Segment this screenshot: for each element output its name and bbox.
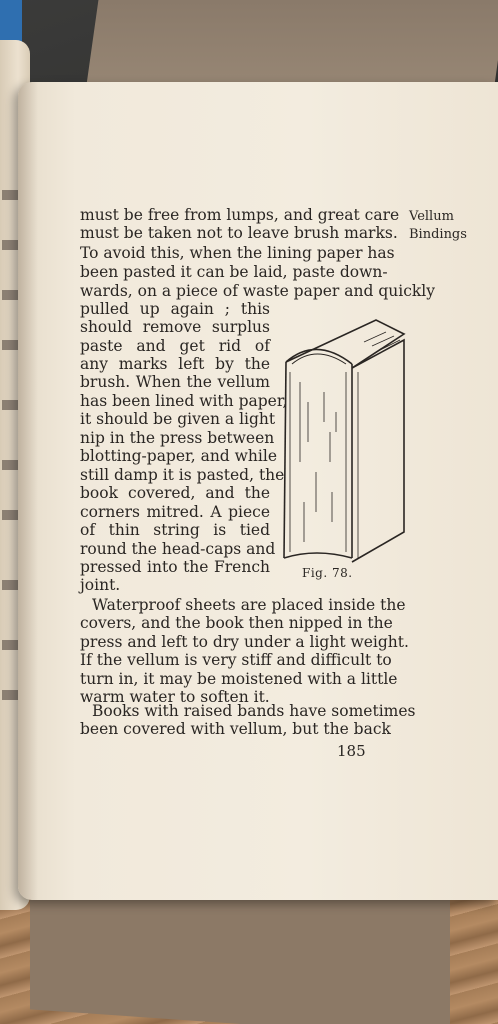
body-line: If the vellum is very stiff and difficult to bbox=[80, 651, 392, 669]
body-line: round the head-caps and bbox=[80, 540, 276, 558]
body-line: joint. bbox=[80, 576, 121, 594]
figure-caption: Fig. 78. bbox=[302, 566, 353, 580]
side-heading-line: Vellum bbox=[409, 209, 454, 224]
body-line: turn in, it may be moistened with a little bbox=[80, 670, 398, 688]
body-line: covers, and the book then nipped in the bbox=[80, 614, 393, 632]
body-line: book covered, and the bbox=[80, 484, 270, 502]
body-line: pressed into the French bbox=[80, 558, 270, 576]
page-number: 185 bbox=[337, 742, 366, 760]
side-heading bbox=[409, 208, 467, 244]
body-line: To avoid this, when the lining paper has bbox=[80, 244, 395, 262]
body-line: it should be given a light bbox=[80, 410, 276, 428]
book-spine-illustration bbox=[276, 312, 406, 574]
body-line: should remove surplus bbox=[80, 318, 270, 336]
body-line: of thin string is tied bbox=[80, 521, 270, 539]
body-line: press and left to dry under a light weight. bbox=[80, 633, 409, 651]
body-line: any marks left by the bbox=[80, 355, 270, 373]
body-line: must be free from lumps, and great care bbox=[80, 206, 400, 224]
body-line: blotting-paper, and while bbox=[80, 447, 277, 465]
body-line: still damp it is pasted, the bbox=[80, 466, 285, 484]
body-line: been covered with vellum, but the back bbox=[80, 720, 391, 738]
side-heading-line: Bindings bbox=[409, 227, 467, 242]
body-line: been pasted it can be laid, paste down- bbox=[80, 263, 388, 281]
body-line: must be taken not to leave brush marks. bbox=[80, 224, 398, 242]
body-line: warm water to soften it. bbox=[80, 688, 270, 706]
body-line: corners mitred. A piece bbox=[80, 503, 270, 521]
body-line: nip in the press between bbox=[80, 429, 275, 447]
body-line: Waterproof sheets are placed inside the bbox=[92, 596, 406, 614]
body-line: paste and get rid of bbox=[80, 337, 270, 355]
body-line: pulled up again ; this bbox=[80, 300, 270, 318]
body-line: has been lined with paper, bbox=[80, 392, 288, 410]
page-gutter bbox=[18, 82, 38, 900]
body-line: Books with raised bands have sometimes bbox=[92, 702, 416, 720]
body-line: brush. When the vellum bbox=[80, 373, 270, 391]
body-line: wards, on a piece of waste paper and quickly bbox=[80, 282, 435, 300]
